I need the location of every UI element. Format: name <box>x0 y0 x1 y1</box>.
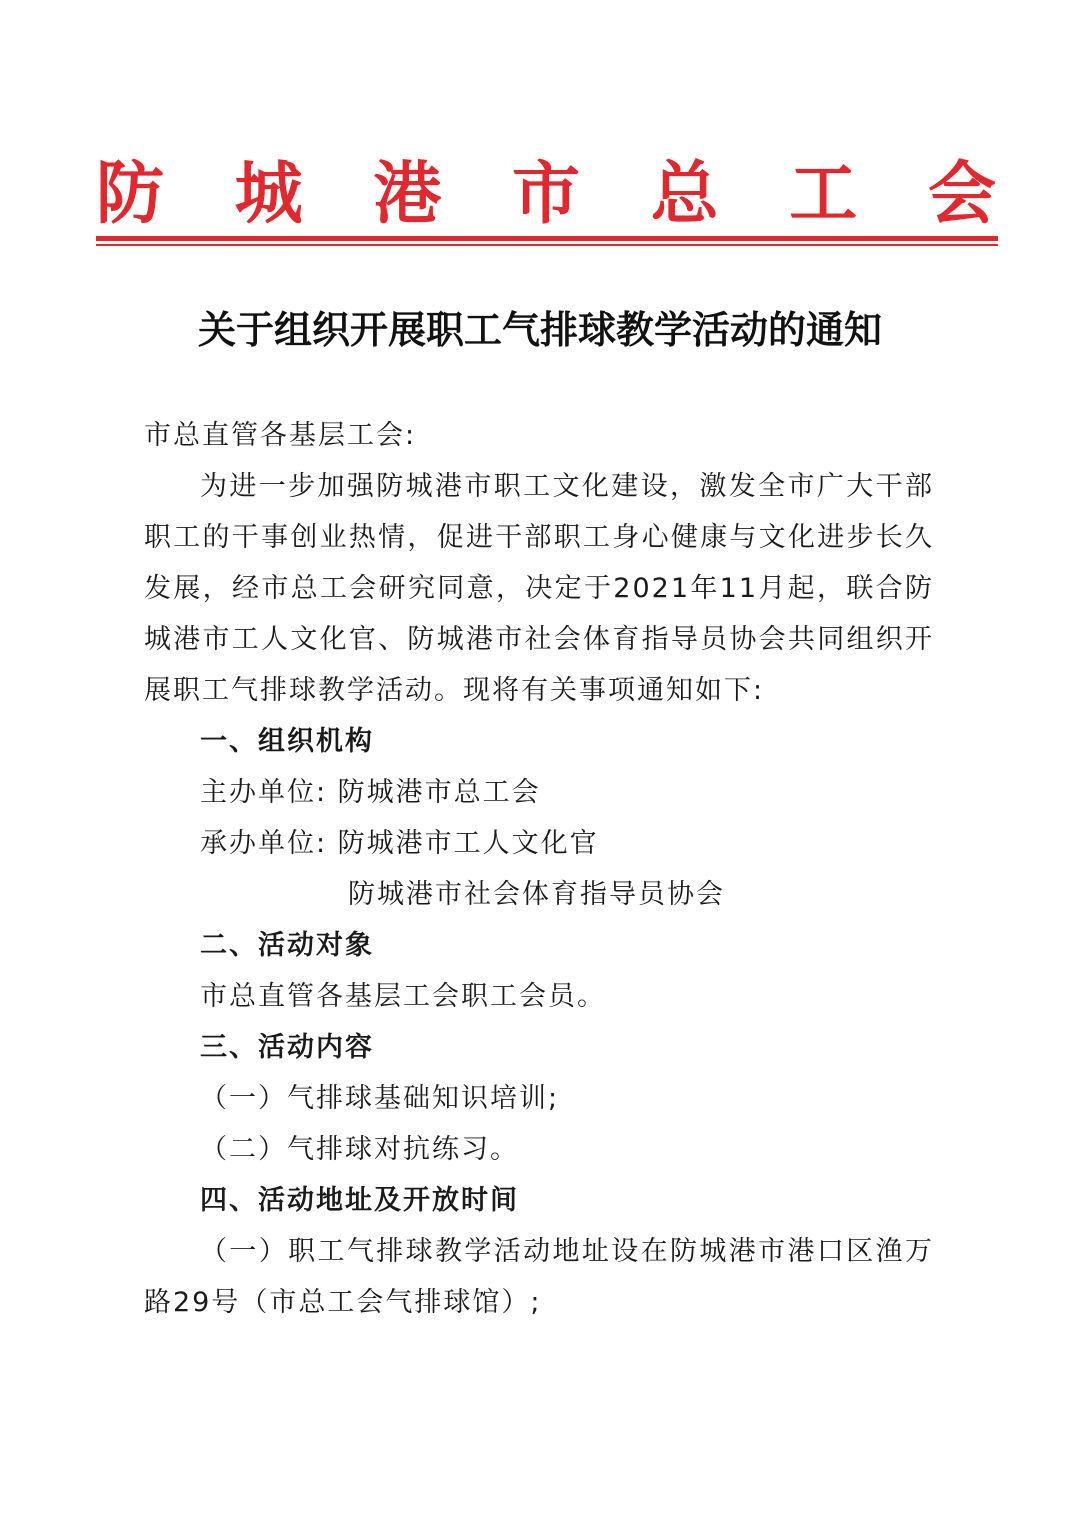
intro-paragraph: 为进一步加强防城港市职工文化建设，激发全市广大干部职工的干事创业热情，促进干部职工身心健康与文化进步长久发展，经市总工会研究同意，决定于2021年11月起，联合防城港市工人文化官、防城港市社会体育指导员协会共同组织开展职工气排球教学活动。现将有关事项通知如下: <box>144 471 934 706</box>
section-heading-content: 三、活动内容 <box>200 1032 374 1063</box>
section-heading-target: 二、活动对象 <box>200 930 374 961</box>
masthead-char: 港 <box>373 154 442 234</box>
masthead-char: 城 <box>234 154 303 234</box>
salutation: 市总直管各基层工会: <box>144 420 417 451</box>
section-heading-org: 一、组织机构 <box>200 726 374 757</box>
masthead-rule-thick <box>96 236 998 241</box>
content-item-1: （一）气排球基础知识培训; <box>200 1083 560 1114</box>
masthead-char: 工 <box>789 154 858 234</box>
masthead <box>96 156 996 232</box>
content-item-2: （二）气排球对抗练习。 <box>200 1134 519 1165</box>
venue-item-1: （一）职工气排球教学活动地址设在防城港市港口区渔万路29号（市总工会气排球馆）; <box>144 1236 934 1318</box>
masthead-char: 市 <box>511 154 580 234</box>
masthead-rule-thin <box>96 244 998 246</box>
org-organizer: 承办单位: 防城港市工人文化官 <box>200 828 599 859</box>
org-host: 主办单位: 防城港市总工会 <box>200 777 541 808</box>
document-title: 关于组织开展职工气排球教学活动的通知 <box>197 307 882 352</box>
masthead-char: 防 <box>96 154 165 234</box>
target-text: 市总直管各基层工会职工会员。 <box>200 981 606 1012</box>
masthead-char: 总 <box>650 154 719 234</box>
section-heading-venue: 四、活动地址及开放时间 <box>200 1185 519 1216</box>
org-organizer-2: 防城港市社会体育指导员协会 <box>348 879 725 910</box>
masthead-char: 会 <box>927 154 996 234</box>
document-body <box>144 410 934 1328</box>
